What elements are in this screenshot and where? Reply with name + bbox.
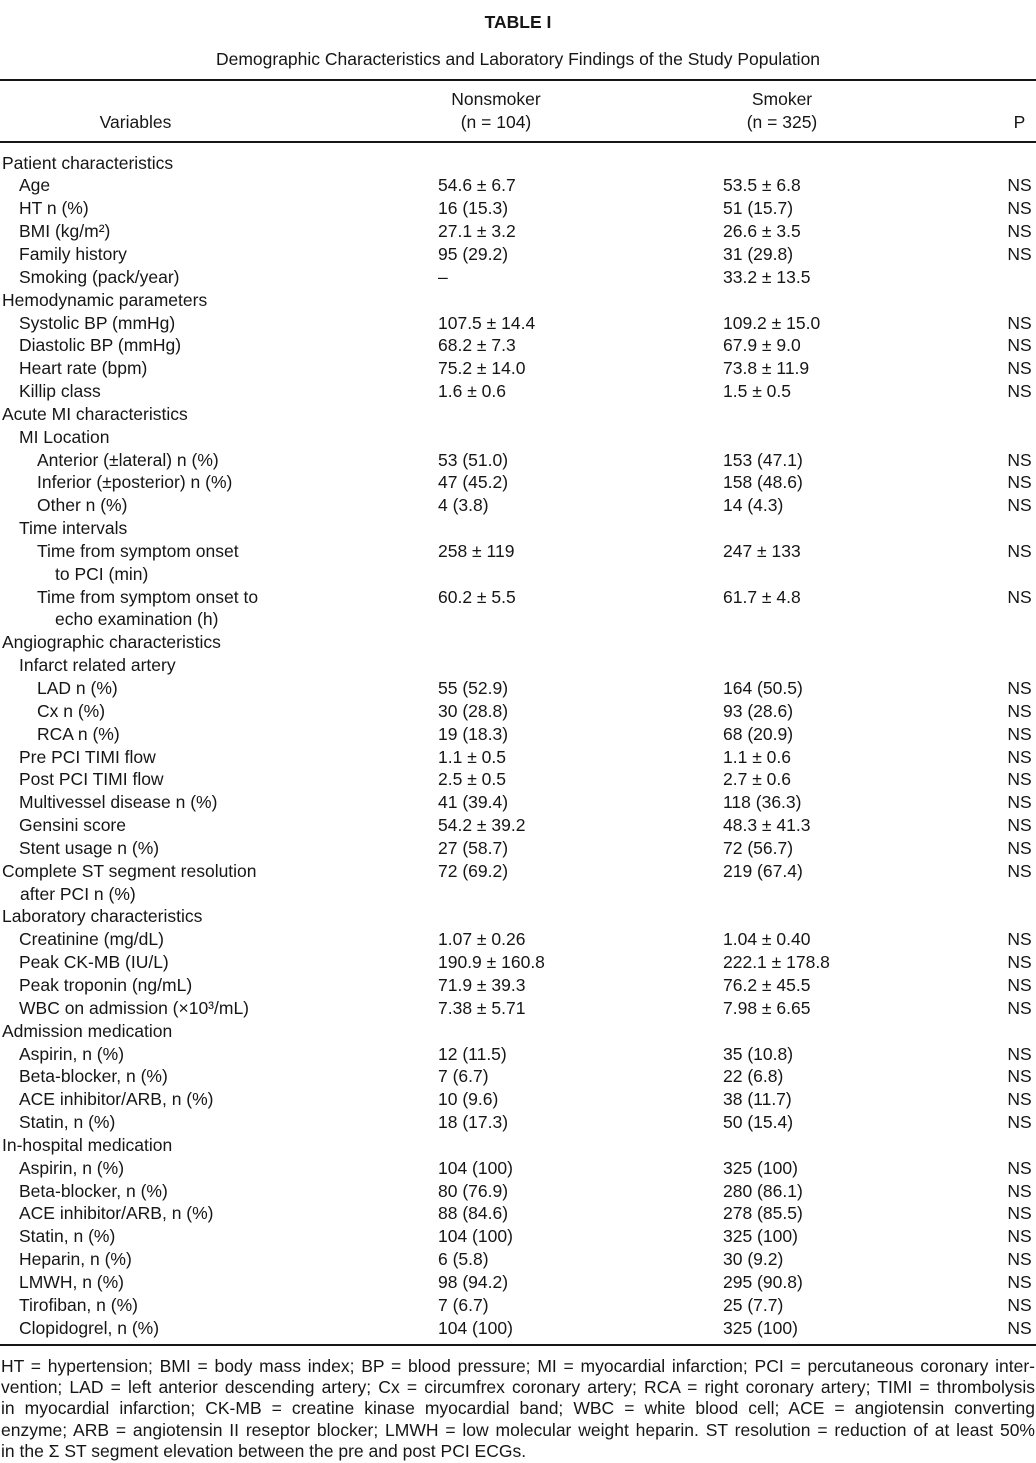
cell-smoker: 7.98 ± 6.65 — [723, 997, 811, 1018]
cell-p: NS — [1007, 974, 1032, 995]
cell-nonsmoker: 6 (5.8) — [438, 1249, 489, 1270]
row-variable: Heparin, n (%) — [19, 1249, 132, 1270]
row-variable: Cx n (%) — [37, 700, 106, 721]
row-variable: WBC on admission (×10³/mL) — [19, 997, 250, 1018]
cell-smoker: 72 (56.7) — [723, 837, 794, 858]
table-row — [0, 814, 1036, 837]
table-row — [0, 449, 1036, 472]
table-row — [0, 974, 1036, 997]
cell-smoker: 25 (7.7) — [723, 1294, 784, 1315]
table-row — [0, 768, 1036, 791]
cell-nonsmoker: 68.2 ± 7.3 — [438, 335, 516, 356]
section-header — [0, 1134, 1036, 1157]
table-row — [0, 266, 1036, 289]
cell-smoker: 76.2 ± 45.5 — [723, 974, 811, 995]
table-row — [0, 1043, 1036, 1066]
cell-p: NS — [1007, 792, 1032, 813]
row-variable: Aspirin, n (%) — [19, 1157, 125, 1178]
cell-smoker: 158 (48.6) — [723, 472, 803, 493]
row-variable: Age — [19, 175, 51, 196]
cell-smoker: 31 (29.8) — [723, 243, 794, 264]
cell-smoker: 48.3 ± 41.3 — [723, 815, 811, 836]
cell-p: NS — [1007, 1043, 1032, 1064]
cell-nonsmoker: 71.9 ± 39.3 — [438, 974, 526, 995]
row-variable: LAD n (%) — [37, 678, 118, 698]
table-row — [0, 220, 1036, 243]
cell-nonsmoker: 104 (100) — [438, 1226, 513, 1247]
row-variable: Post PCI TIMI flow — [19, 769, 164, 790]
cell-smoker: 1.04 ± 0.40 — [723, 929, 811, 950]
cell-nonsmoker: 98 (94.2) — [438, 1271, 509, 1292]
row-variable: BMI (kg/m²) — [19, 221, 111, 242]
table-caption: Demographic Characteristics and Laboratory Findings of the Study Population — [215, 49, 821, 69]
cell-smoker: 53.5 ± 6.8 — [723, 175, 801, 196]
cell-p: NS — [1007, 746, 1032, 767]
row-variable: Statin, n (%) — [19, 1112, 116, 1133]
cell-p: NS — [1007, 769, 1032, 790]
row-variable: Heart rate (bpm) — [19, 358, 148, 379]
table-row — [0, 494, 1036, 517]
table-row — [0, 1088, 1036, 1111]
cell-smoker: 22 (6.8) — [723, 1066, 784, 1087]
cell-smoker: 35 (10.8) — [723, 1043, 794, 1064]
column-header-smoker — [723, 88, 841, 134]
row-variable: MI Location — [19, 426, 110, 447]
table-row — [0, 334, 1036, 357]
cell-nonsmoker: 27.1 ± 3.2 — [438, 221, 516, 242]
cell-p: NS — [1007, 997, 1032, 1018]
table-row — [0, 243, 1036, 266]
table-row — [0, 586, 1036, 632]
row-variable: Multivessel disease n (%) — [19, 792, 218, 813]
row-variable: Aspirin, n (%) — [19, 1043, 125, 1064]
cell-smoker: 2.7 ± 0.6 — [723, 769, 791, 790]
footnote-line: vention; LAD = left anterior descending artery; Cx = circumfrex coronary artery; RCA = right coronary artery; TIMI = thrombolysis — [1, 1377, 1035, 1398]
cell-smoker: 109.2 ± 15.0 — [723, 312, 821, 333]
cell-p: NS — [1007, 381, 1032, 402]
row-variable: Inferior (±posterior) n (%) — [37, 472, 233, 493]
table-row — [0, 677, 1036, 700]
section-header — [0, 152, 1036, 175]
table-row — [0, 860, 1036, 906]
table-row — [0, 837, 1036, 860]
table-row — [0, 1271, 1036, 1294]
row-variable: Beta-blocker, n (%) — [19, 1066, 168, 1087]
section-header — [0, 631, 1036, 654]
row-variable: Laboratory characteristics — [2, 906, 203, 927]
column-header-nonsmoker-n: (n = 104) — [460, 112, 532, 132]
table-row — [0, 471, 1036, 494]
row-variable: Acute MI characteristics — [2, 403, 188, 424]
cell-nonsmoker: 107.5 ± 14.4 — [438, 312, 536, 333]
cell-nonsmoker: – — [438, 266, 448, 287]
cell-p: NS — [1007, 815, 1032, 836]
row-variable: Time from symptom onset to echo examination (h) — [37, 586, 259, 630]
cell-nonsmoker: 53 (51.0) — [438, 449, 509, 470]
cell-p: NS — [1007, 1249, 1032, 1270]
header-rule — [0, 141, 1036, 143]
row-variable: Clopidogrel, n (%) — [19, 1317, 160, 1338]
row-variable: Diastolic BP (mmHg) — [19, 335, 182, 356]
cell-nonsmoker: 19 (18.3) — [438, 723, 509, 744]
row-variable: Other n (%) — [37, 495, 128, 516]
cell-smoker: 278 (85.5) — [723, 1203, 803, 1224]
cell-smoker: 325 (100) — [723, 1317, 798, 1338]
table-row — [0, 1202, 1036, 1225]
cell-p: NS — [1007, 929, 1032, 950]
cell-nonsmoker: 1.07 ± 0.26 — [438, 929, 526, 950]
row-variable: Time from symptom onset to PCI (min) — [37, 540, 239, 584]
column-header-nonsmoker — [438, 88, 554, 134]
cell-smoker: 33.2 ± 13.5 — [723, 266, 811, 287]
row-variable: Creatinine (mg/dL) — [19, 929, 164, 950]
cell-p: NS — [1007, 678, 1032, 698]
cell-nonsmoker: 7.38 ± 5.71 — [438, 997, 526, 1018]
table-row — [0, 380, 1036, 403]
cell-p: NS — [1007, 860, 1032, 881]
row-variable: Family history — [19, 243, 127, 264]
table-row — [0, 723, 1036, 746]
cell-nonsmoker: 72 (69.2) — [438, 860, 509, 881]
section-header — [0, 905, 1036, 928]
cell-nonsmoker: 18 (17.3) — [438, 1112, 509, 1133]
cell-nonsmoker: 7 (6.7) — [438, 1294, 489, 1315]
section-header — [0, 289, 1036, 312]
cell-nonsmoker: 10 (9.6) — [438, 1089, 499, 1110]
cell-nonsmoker: 47 (45.2) — [438, 472, 509, 493]
cell-nonsmoker: 2.5 ± 0.5 — [438, 769, 506, 790]
section-header — [0, 1020, 1036, 1043]
row-variable: Patient characteristics — [2, 152, 174, 173]
row-variable: Statin, n (%) — [19, 1226, 116, 1247]
table-title: TABLE I — [484, 12, 552, 32]
table-row — [0, 1317, 1036, 1340]
cell-nonsmoker: 54.6 ± 6.7 — [438, 175, 516, 196]
row-variable: Smoking (pack/year) — [19, 266, 180, 287]
cell-nonsmoker: 4 (3.8) — [438, 495, 489, 516]
footnote-line: in myocardial infarction; CK-MB = creatine kinase myocardial band; WBC = white blood cell; ACE = angiotensin converting — [1, 1398, 1035, 1419]
cell-smoker: 295 (90.8) — [723, 1271, 803, 1292]
cell-nonsmoker: 16 (15.3) — [438, 198, 509, 219]
subsection-header — [0, 517, 1036, 540]
table-row — [0, 1111, 1036, 1134]
cell-nonsmoker: 60.2 ± 5.5 — [438, 586, 516, 607]
table-row — [0, 791, 1036, 814]
cell-smoker: 1.5 ± 0.5 — [723, 381, 791, 402]
row-variable: Admission medication — [2, 1020, 173, 1041]
cell-p: NS — [1007, 175, 1032, 196]
table-row — [0, 312, 1036, 335]
cell-smoker: 14 (4.3) — [723, 495, 784, 516]
row-variable: In-hospital medication — [2, 1134, 173, 1155]
cell-p: NS — [1007, 1317, 1032, 1338]
row-variable: Time intervals — [19, 518, 128, 539]
cell-nonsmoker: 104 (100) — [438, 1317, 513, 1338]
cell-smoker: 67.9 ± 9.0 — [723, 335, 801, 356]
cell-p: NS — [1007, 243, 1032, 264]
table-row — [0, 746, 1036, 769]
row-variable: Peak CK-MB (IU/L) — [19, 952, 169, 973]
cell-nonsmoker: 258 ± 119 — [438, 540, 515, 561]
cell-smoker: 1.1 ± 0.6 — [723, 746, 791, 767]
table-row — [0, 928, 1036, 951]
table-row — [0, 1180, 1036, 1203]
cell-smoker: 51 (15.7) — [723, 198, 794, 219]
table-row — [0, 951, 1036, 974]
cell-p: NS — [1007, 1112, 1032, 1133]
cell-nonsmoker: 75.2 ± 14.0 — [438, 358, 526, 379]
row-variable: Beta-blocker, n (%) — [19, 1180, 168, 1201]
cell-smoker: 325 (100) — [723, 1157, 798, 1178]
row-variable: Peak troponin (ng/mL) — [19, 974, 193, 995]
row-variable: Angiographic characteristics — [2, 632, 221, 653]
column-header-smoker-label: Smoker — [751, 89, 813, 109]
cell-p: NS — [1007, 495, 1032, 516]
cell-p: NS — [1007, 1180, 1032, 1201]
row-variable: Systolic BP (mmHg) — [19, 312, 176, 333]
cell-smoker: 38 (11.7) — [723, 1089, 792, 1110]
column-header-nonsmoker-label: Nonsmoker — [451, 89, 541, 109]
subsection-header — [0, 426, 1036, 449]
cell-smoker: 222.1 ± 178.8 — [723, 952, 830, 973]
table-row — [0, 1248, 1036, 1271]
cell-smoker: 219 (67.4) — [723, 860, 803, 881]
cell-smoker: 73.8 ± 11.9 — [723, 358, 810, 379]
cell-p: NS — [1007, 837, 1032, 858]
cell-p: NS — [1007, 952, 1032, 973]
table-row — [0, 1294, 1036, 1317]
cell-p: NS — [1007, 1066, 1032, 1087]
cell-p: NS — [1007, 449, 1032, 470]
cell-p: NS — [1007, 700, 1032, 721]
footnote-line: in the Σ ST segment elevation between the pre and post PCI ECGs. — [1, 1440, 527, 1461]
table-row — [0, 357, 1036, 380]
cell-smoker: 30 (9.2) — [723, 1249, 784, 1270]
cell-smoker: 50 (15.4) — [723, 1112, 794, 1133]
cell-smoker: 26.6 ± 3.5 — [723, 221, 801, 242]
cell-smoker: 68 (20.9) — [723, 723, 794, 744]
row-variable: LMWH, n (%) — [19, 1271, 124, 1292]
cell-nonsmoker: 55 (52.9) — [438, 678, 509, 698]
cell-p: NS — [1007, 312, 1032, 333]
table-row — [0, 1065, 1036, 1088]
row-variable: Stent usage n (%) — [19, 837, 160, 858]
cell-nonsmoker: 30 (28.8) — [438, 700, 509, 721]
section-header — [0, 403, 1036, 426]
cell-p: NS — [1007, 1226, 1032, 1247]
column-header-p: P — [1013, 112, 1026, 132]
cell-nonsmoker: 41 (39.4) — [438, 792, 509, 813]
table-row — [0, 700, 1036, 723]
cell-p: NS — [1007, 1271, 1032, 1292]
cell-p: NS — [1007, 1157, 1032, 1178]
cell-smoker: 325 (100) — [723, 1226, 798, 1247]
row-variable: ACE inhibitor/ARB, n (%) — [19, 1089, 214, 1110]
table-body — [0, 152, 1036, 1340]
cell-nonsmoker: 27 (58.7) — [438, 837, 509, 858]
table-footnote — [1, 1356, 1035, 1462]
table-row — [0, 197, 1036, 220]
cell-nonsmoker: 95 (29.2) — [438, 243, 509, 264]
cell-nonsmoker: 12 (11.5) — [438, 1043, 507, 1064]
row-variable: RCA n (%) — [37, 723, 120, 744]
row-variable: Infarct related artery — [19, 655, 176, 676]
cell-smoker: 280 (86.1) — [723, 1180, 803, 1201]
cell-p: NS — [1007, 472, 1032, 493]
cell-p: NS — [1007, 586, 1032, 607]
bottom-rule — [0, 1344, 1036, 1346]
row-variable: Anterior (±lateral) n (%) — [37, 449, 219, 470]
cell-smoker: 164 (50.5) — [723, 678, 803, 698]
footnote-line: enzyme; ARB = angiotensin II reseptor blocker; LMWH = low molecular weight heparin. ST resolution = reduction of at least 50% — [1, 1419, 1035, 1440]
row-variable: Tirofiban, n (%) — [19, 1294, 138, 1315]
row-variable: Complete ST segment resolution after PCI n (%) — [2, 860, 257, 904]
cell-smoker: 61.7 ± 4.8 — [723, 586, 801, 607]
table-row — [0, 1225, 1036, 1248]
cell-nonsmoker: 7 (6.7) — [438, 1066, 489, 1087]
cell-p: NS — [1007, 198, 1032, 219]
cell-nonsmoker: 104 (100) — [438, 1157, 513, 1178]
row-variable: ACE inhibitor/ARB, n (%) — [19, 1203, 214, 1224]
row-variable: HT n (%) — [19, 198, 89, 219]
table-row — [0, 174, 1036, 197]
column-header-variables: Variables — [99, 112, 172, 132]
cell-p: NS — [1007, 358, 1032, 379]
cell-p: NS — [1007, 221, 1032, 242]
cell-p: NS — [1007, 540, 1032, 561]
table-row — [0, 540, 1036, 586]
row-variable: Hemodynamic parameters — [2, 289, 208, 310]
table-row — [0, 997, 1036, 1020]
table-row — [0, 1157, 1036, 1180]
cell-nonsmoker: 80 (76.9) — [438, 1180, 509, 1201]
row-variable: Pre PCI TIMI flow — [19, 746, 156, 767]
cell-nonsmoker: 190.9 ± 160.8 — [438, 952, 545, 973]
cell-p: NS — [1007, 723, 1032, 744]
cell-nonsmoker: 54.2 ± 39.2 — [438, 815, 526, 836]
cell-smoker: 153 (47.1) — [723, 449, 803, 470]
cell-p: NS — [1007, 1203, 1032, 1224]
cell-p: NS — [1007, 1089, 1032, 1110]
cell-p: NS — [1007, 335, 1032, 356]
top-rule — [0, 79, 1036, 81]
cell-smoker: 247 ± 133 — [723, 540, 801, 561]
column-header-smoker-n: (n = 325) — [746, 112, 818, 132]
cell-smoker: 118 (36.3) — [723, 792, 802, 813]
cell-smoker: 93 (28.6) — [723, 700, 794, 721]
subsection-header — [0, 654, 1036, 677]
cell-nonsmoker: 88 (84.6) — [438, 1203, 509, 1224]
footnote-line: HT = hypertension; BMI = body mass index; BP = blood pressure; MI = myocardial infarction; PCI = percutaneous coronary inter- — [1, 1356, 1035, 1376]
cell-nonsmoker: 1.1 ± 0.5 — [438, 746, 506, 767]
cell-p: NS — [1007, 1294, 1032, 1315]
row-variable: Gensini score — [19, 815, 126, 836]
row-variable: Killip class — [19, 381, 101, 402]
cell-nonsmoker: 1.6 ± 0.6 — [438, 381, 506, 402]
